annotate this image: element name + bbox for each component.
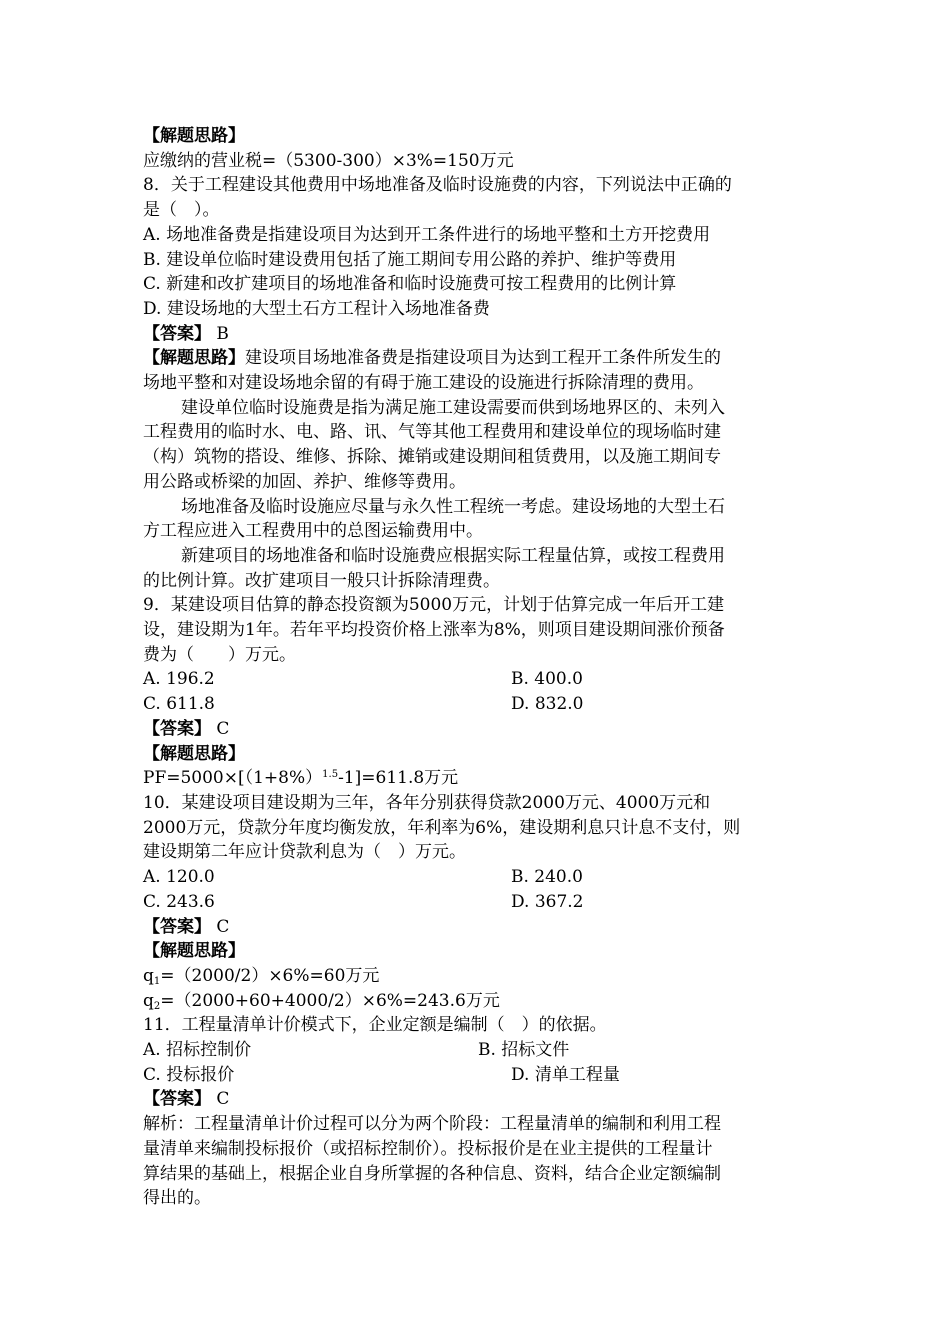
explanation-label: 【解题思路】 xyxy=(143,941,245,962)
option-d: D. 清单工程量 xyxy=(511,1064,620,1085)
formula-line xyxy=(143,964,811,989)
options-row xyxy=(143,667,811,692)
explanation-text: 场地准备及临时设施应尽量与永久性工程统一考虑。建设场地的大型土石 xyxy=(181,496,725,517)
explanation-text: 新建项目的场地准备和临时设施费应根据实际工程量估算，或按工程费用 xyxy=(181,545,725,566)
question-stem: 8．关于工程建设其他费用中场地准备及临时设施费的内容，下列说法中正确的 xyxy=(143,175,732,196)
options-row xyxy=(143,1063,811,1088)
option-b: B. 400.0 xyxy=(511,669,583,690)
explanation-text: 场地平整和对建设场地余留的有碍于施工建设的设施进行拆除清理的费用。 xyxy=(143,373,704,394)
formula-var: q xyxy=(143,965,154,986)
option-d: D. 建设场地的大型土石方工程计入场地准备费 xyxy=(143,298,490,319)
explanation-text: 工程费用的临时水、电、路、讯、气等其他工程费用和建设单位的现场临时建 xyxy=(143,422,721,443)
option-b: B. 240.0 xyxy=(511,867,583,888)
question-stem: 建设期第二年应计贷款利息为（ ）万元。 xyxy=(143,842,466,863)
answer-value: C xyxy=(211,718,230,739)
options-row xyxy=(143,890,811,915)
explanation-text: 用公路或桥梁的加固、养护、维修等费用。 xyxy=(143,471,466,492)
option-a: A. 120.0 xyxy=(143,867,215,888)
answer-value: B xyxy=(211,323,229,344)
answer-label: 【答案】 xyxy=(143,916,211,937)
explanation-text: （构）筑物的搭设、维修、拆除、摊销或建设期间租赁费用，以及施工期间专 xyxy=(143,447,721,468)
answer-value: C xyxy=(211,916,230,937)
question-8 xyxy=(143,173,811,593)
explanation-heading: 【解题思路】 xyxy=(143,126,245,146)
option-a: A. 场地准备费是指建设项目为达到开工条件进行的场地平整和土方开挖费用 xyxy=(143,224,711,245)
option-b: B. 招标文件 xyxy=(478,1040,570,1061)
option-b: B. 建设单位临时建设费用包括了施工期间专用公路的养护、维护等费用 xyxy=(143,249,677,270)
answer-label: 【答案】 xyxy=(143,323,211,344)
explanation-label: 【解题思路】 xyxy=(143,348,245,369)
formula-subscript: 1 xyxy=(153,975,161,987)
explanation-label: 【解题思路】 xyxy=(143,743,245,764)
option-a: A. 196.2 xyxy=(143,669,215,690)
explanation-text: 解析：工程量清单计价过程可以分为两个阶段：工程量清单的编制和利用工程 xyxy=(143,1114,721,1135)
question-10 xyxy=(143,791,811,1013)
formula-line xyxy=(143,989,811,1014)
answer-line xyxy=(143,915,811,940)
option-d: D. 367.2 xyxy=(511,891,584,912)
explanation-text: 方工程应进入工程费用中的总图运输费用中。 xyxy=(143,521,483,542)
formula-text: =（2000+60+4000/2）×6%=243.6万元 xyxy=(160,990,500,1011)
tax-calculation: 应缴纳的营业税=（5300-300）×3%=150万元 xyxy=(143,150,514,171)
question-stem: 9．某建设项目估算的静态投资额为5000万元，计划于估算完成一年后开工建 xyxy=(143,595,725,616)
question-stem: 设，建设期为1年。若年平均投资价格上涨率为8%，则项目建设期间涨价预备 xyxy=(143,620,725,641)
answer-value: C xyxy=(211,1089,230,1110)
option-c: C. 新建和改扩建项目的场地准备和临时设施费可按工程费用的比例计算 xyxy=(143,274,677,295)
answer-line xyxy=(143,717,811,742)
question-stem: 费为（ ）万元。 xyxy=(143,644,296,665)
option-c: C. 投标报价 xyxy=(143,1064,235,1085)
explanation-line xyxy=(143,346,811,371)
question-9 xyxy=(143,593,811,791)
explanation-text: 得出的。 xyxy=(143,1188,211,1209)
option-c: C. 243.6 xyxy=(143,891,215,912)
answer-line xyxy=(143,1087,811,1112)
question-stem: 是（ ）。 xyxy=(143,200,220,221)
options-row xyxy=(143,1038,811,1063)
answer-label: 【答案】 xyxy=(143,718,211,739)
explanation-text: 建设项目场地准备费是指建设项目为达到工程开工条件所发生的 xyxy=(245,348,721,369)
options-row xyxy=(143,692,811,717)
answer-label: 【答案】 xyxy=(143,1089,211,1110)
option-a: A. 招标控制价 xyxy=(143,1040,252,1061)
question-stem: 10．某建设项目建设期为三年，各年分别获得贷款2000万元、4000万元和 xyxy=(143,792,711,813)
options-row xyxy=(143,865,811,890)
document-page xyxy=(143,124,811,1211)
question-stem: 11．工程量清单计价模式下，企业定额是编制（ ）的依据。 xyxy=(143,1015,607,1036)
option-c: C. 611.8 xyxy=(143,694,215,715)
answer-line xyxy=(143,322,811,347)
formula-var: q xyxy=(143,990,154,1011)
option-d: D. 832.0 xyxy=(511,694,584,715)
formula-exponent: 1.5 xyxy=(322,769,339,781)
formula-subscript: 2 xyxy=(153,1000,161,1012)
formula-text: =（2000/2）×6%=60万元 xyxy=(160,965,380,986)
question-11 xyxy=(143,1013,811,1211)
explanation-text: 建设单位临时设施费是指为满足施工建设需要而供到场地界区的、未列入 xyxy=(181,397,725,418)
explanation-text: 量清单来编制投标报价（或招标控制价）。投标报价是在业主提供的工程量计 xyxy=(143,1138,713,1159)
explanation-text: 算结果的基础上，根据企业自身所掌握的各种信息、资料，结合企业定额编制 xyxy=(143,1163,721,1184)
question-stem: 2000万元，贷款分年度均衡发放，年利率为6%，建设期利息只计息不支付，则 xyxy=(143,817,741,838)
formula-line xyxy=(143,766,811,791)
formula-text: PF=5000×[（1+8%） xyxy=(143,768,323,789)
formula-text: -1]=611.8万元 xyxy=(338,768,459,789)
explanation-text: 的比例计算。改扩建项目一般只计拆除清理费。 xyxy=(143,570,500,591)
